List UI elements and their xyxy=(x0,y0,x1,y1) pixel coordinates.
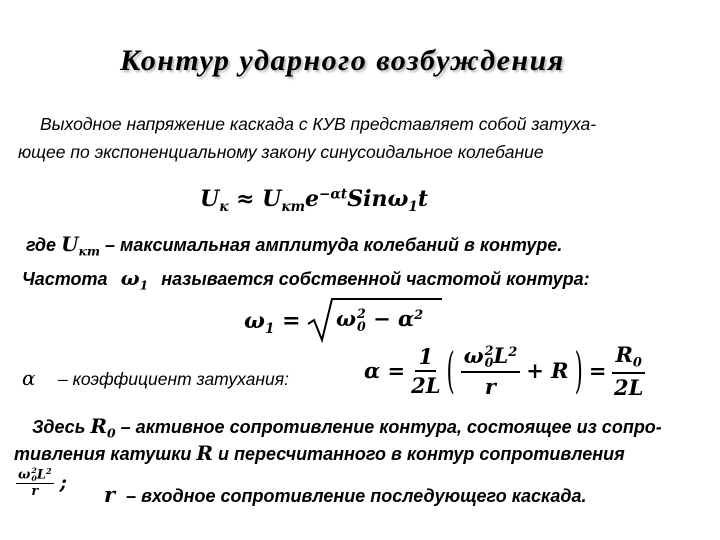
intro-line-2: ющее по экспоненциальному закону синусоидальное колебание xyxy=(18,142,544,162)
omega1-lhs: $\omega_1$ = xyxy=(244,308,301,337)
symbol-r: R xyxy=(196,441,213,465)
symbol-r0: $R_0$ xyxy=(90,414,116,441)
symbol-alpha: α xyxy=(22,366,36,390)
frac-1-over-2L: $\frac{1}{2L}$ xyxy=(411,343,441,398)
symbol-r-small: r xyxy=(104,482,116,507)
slide-title: Контур ударного возбуждения xyxy=(120,44,565,77)
right-paren-icon: ) xyxy=(574,343,583,399)
formula-alpha xyxy=(364,342,645,400)
frequency-text: называется собственной частотой контура: xyxy=(161,269,590,289)
frac-omega0sq-lsq-over-r: ω 2 0 $L^2$ r xyxy=(461,343,521,399)
symbol-ukm: $U_{кm}$ xyxy=(61,232,101,259)
coil-text: и пересчитанного в контур сопротивления xyxy=(218,444,625,464)
alpha-description: – коэффициент затухания: xyxy=(58,369,289,389)
omega1-radicand: ω 2 0 − $\alpha^2$ xyxy=(336,305,424,334)
here-text: – активное сопротивление контура, состоящее из сопро- xyxy=(120,417,662,437)
frac-r0-over-2L: $\frac{R_0}{2L}$ xyxy=(614,342,644,400)
input-resistance-text: – входное сопротивление последующего каскада. xyxy=(126,486,587,506)
where-line xyxy=(26,232,562,258)
intro-line-1: Выходное напряжение каскада с КУВ представляет собой затуха- xyxy=(40,114,597,134)
alpha-lhs: α = xyxy=(364,358,406,384)
here-prefix: Здесь xyxy=(32,417,86,437)
formula-output-voltage: $U_к \approx U_{кm}e^{-\alpha t}Sin\omega_1t$ xyxy=(200,186,429,215)
coil-resistance-line xyxy=(14,441,625,465)
symbol-omega1: $\omega_1$ xyxy=(120,266,149,293)
semicolon: ; xyxy=(59,470,67,495)
small-fraction: ω 2 0 $L^2$ r ; xyxy=(18,466,67,499)
plus-r: + R xyxy=(526,358,569,384)
where-prefix: где xyxy=(26,235,57,255)
formula-omega1 xyxy=(244,296,444,346)
equals-sign: = xyxy=(588,358,607,384)
where-text: – максимальная амплитуда колебаний в контуре. xyxy=(105,235,563,255)
here-line xyxy=(32,414,662,440)
frequency-prefix: Частота xyxy=(22,269,108,289)
left-paren-icon: ( xyxy=(446,343,455,399)
frequency-line xyxy=(22,266,590,292)
input-resistance-line xyxy=(104,482,587,507)
coil-prefix: тивления катушки xyxy=(14,444,192,464)
